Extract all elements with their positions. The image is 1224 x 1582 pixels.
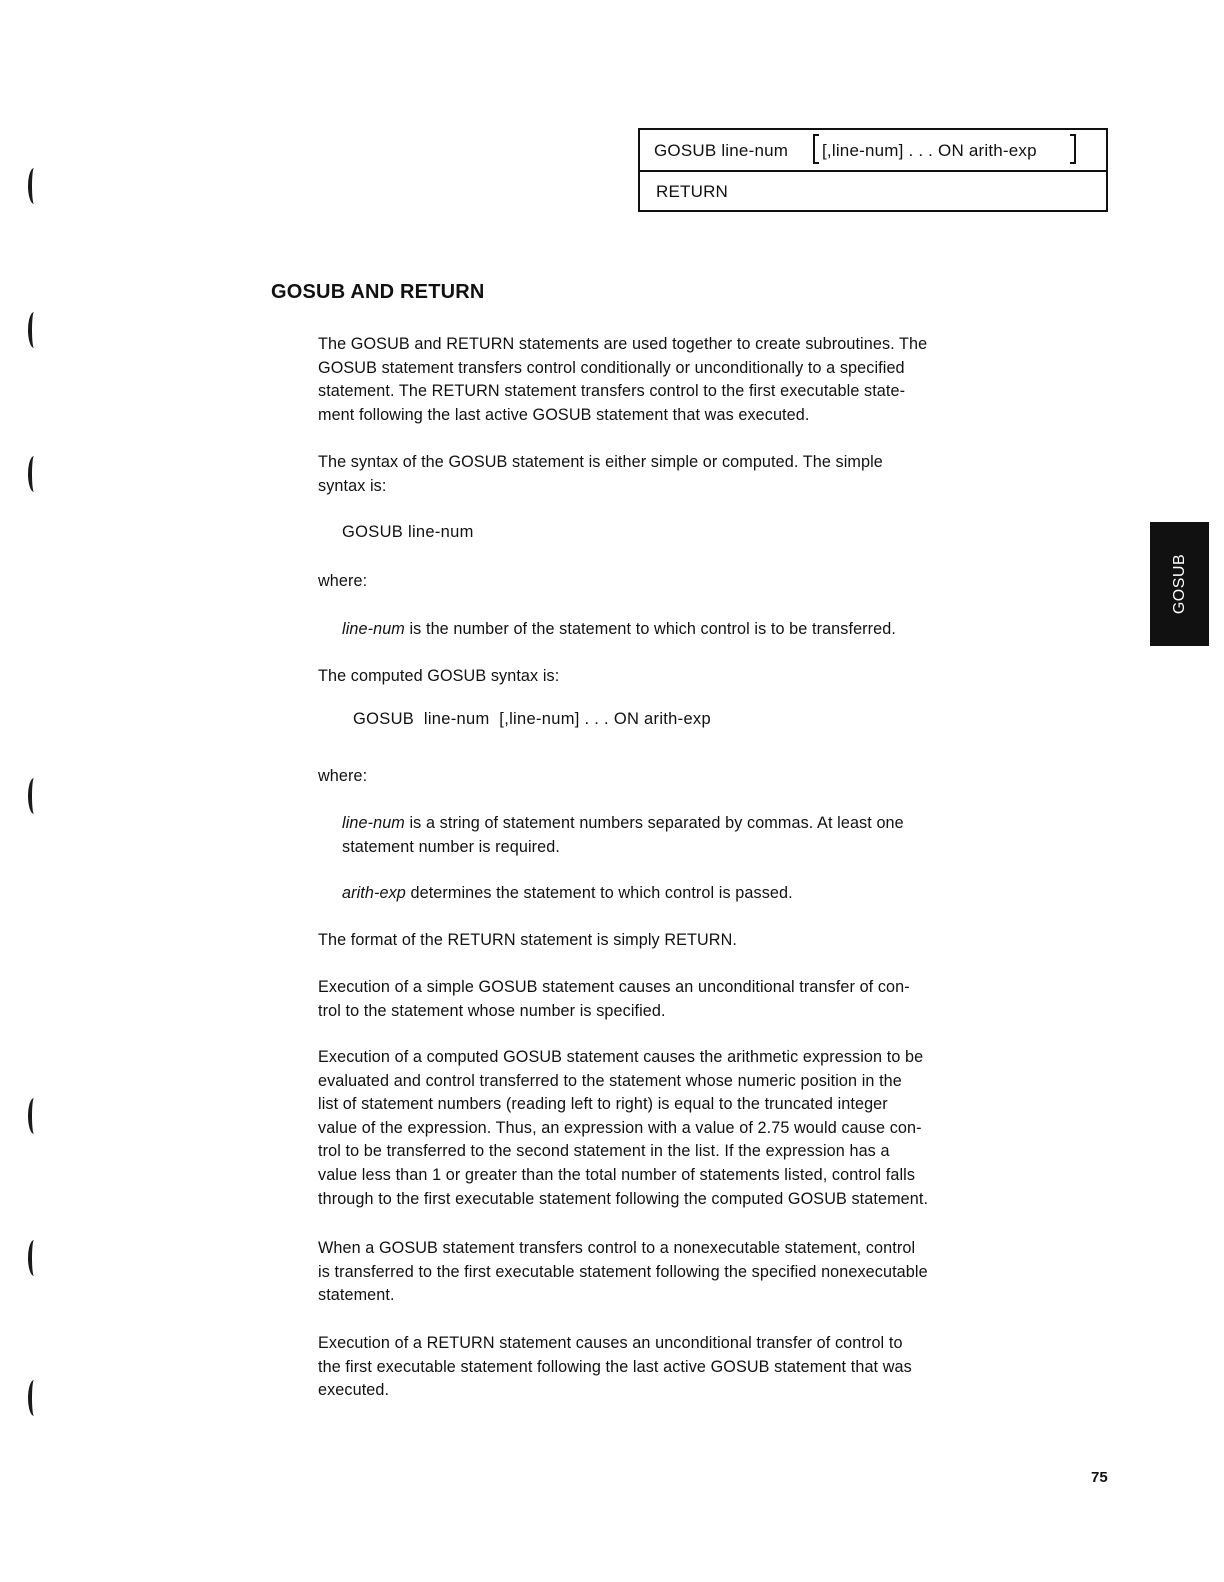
binding-mark [28, 168, 40, 204]
text-line [342, 812, 1008, 836]
computed-definition-arith-exp [342, 882, 1008, 906]
definition-text: determines the statement to which control is passed. [405, 884, 793, 902]
computed-syntax: GOSUB line-num [,line-num] . . . ON arith-exp [353, 710, 711, 728]
text-line: ment following the last active GOSUB statement that was executed. [318, 405, 810, 424]
return-execution-paragraph [318, 1332, 1008, 1403]
text-line: statement. [318, 1286, 395, 1305]
page-number: 75 [1091, 1469, 1108, 1486]
text-line: GOSUB statement transfers control conditionally or unconditionally to a specified [318, 358, 905, 377]
text-line: through to the first executable statement following the computed GOSUB statement. [318, 1189, 929, 1208]
text-line: Execution of a simple GOSUB statement causes an unconditional transfer of con- [318, 978, 910, 996]
text-line: evaluated and control transferred to the statement whose numeric position in the [318, 1071, 902, 1090]
syntax-summary-box [638, 128, 1108, 212]
text-line: The GOSUB and RETURN statements are used together to create subroutines. The [318, 335, 928, 353]
computed-definition-line-num [342, 812, 1008, 859]
text-line: When a GOSUB statement transfers control to a nonexecutable statement, control [318, 1239, 916, 1257]
syntax-row-return [640, 172, 1106, 214]
syntax-gosub-optional: [,line-num] . . . ON arith-exp [822, 141, 1037, 160]
text-line: statement. The RETURN statement transfers control to the first executable state- [318, 382, 906, 401]
intro-paragraph [318, 333, 1008, 427]
definition-text: is a string of statement numbers separated by commas. At least one [404, 814, 904, 832]
simple-syntax: GOSUB line-num [342, 523, 474, 541]
where-label [318, 765, 1008, 789]
syntax-intro-paragraph [318, 451, 1008, 498]
text-line: The computed GOSUB syntax is: [318, 667, 560, 685]
computed-execution-paragraph [318, 1046, 1008, 1211]
optional-close-bracket [1070, 134, 1076, 164]
nonexecutable-paragraph [318, 1237, 1008, 1308]
text-line: syntax is: [318, 476, 387, 495]
text-line: Execution of a computed GOSUB statement causes the arithmetic expression to be [318, 1048, 924, 1066]
term-line-num: line-num [342, 620, 405, 638]
text-line: where: [318, 572, 368, 590]
return-format-paragraph [318, 929, 1008, 953]
text-line: trol to the statement whose number is specified. [318, 1001, 666, 1020]
syntax-gosub-head: GOSUB line-num [654, 141, 789, 160]
text-line: executed. [318, 1381, 390, 1400]
text-line [342, 618, 1008, 642]
where-label [318, 570, 1008, 594]
text-line [342, 882, 1008, 906]
text-line: is transferred to the first executable statement following the specified nonexecutable [318, 1262, 928, 1281]
binding-mark [28, 456, 40, 492]
section-thumb-tab [1150, 522, 1209, 646]
binding-mark [28, 1380, 40, 1416]
text-line: The syntax of the GOSUB statement is either simple or computed. The simple [318, 453, 883, 471]
text-line: statement number is required. [342, 837, 560, 856]
text-line: the first executable statement following the last active GOSUB statement that was [318, 1357, 912, 1376]
syntax-return: RETURN [656, 182, 729, 201]
text-line: where: [318, 767, 368, 785]
simple-definition [342, 618, 1008, 642]
simple-execution-paragraph [318, 976, 1008, 1023]
text-line: value less than 1 or greater than the total number of statements listed, control falls [318, 1165, 916, 1184]
text-line: value of the expression. Thus, an expression with a value of 2.75 would cause con- [318, 1118, 922, 1137]
computed-intro [318, 665, 1008, 689]
text-line: The format of the RETURN statement is simply RETURN. [318, 931, 737, 949]
definition-text: is the number of the statement to which control is to be transferred. [404, 620, 896, 638]
binding-mark [28, 1098, 40, 1134]
term-line-num: line-num [342, 814, 405, 832]
text-line: list of statement numbers (reading left to right) is equal to the truncated integer [318, 1095, 888, 1114]
syntax-row-gosub [640, 130, 1106, 172]
text-line: Execution of a RETURN statement causes an unconditional transfer of control to [318, 1334, 903, 1352]
term-arith-exp: arith-exp [342, 884, 406, 902]
binding-mark [28, 1240, 40, 1276]
section-heading: GOSUB AND RETURN [271, 281, 485, 303]
binding-mark [28, 778, 40, 814]
text-line: trol to be transferred to the second statement in the list. If the expression has a [318, 1142, 890, 1161]
optional-open-bracket [813, 134, 819, 164]
binding-mark [28, 312, 40, 348]
thumb-tab-label: GOSUB [1170, 553, 1188, 615]
